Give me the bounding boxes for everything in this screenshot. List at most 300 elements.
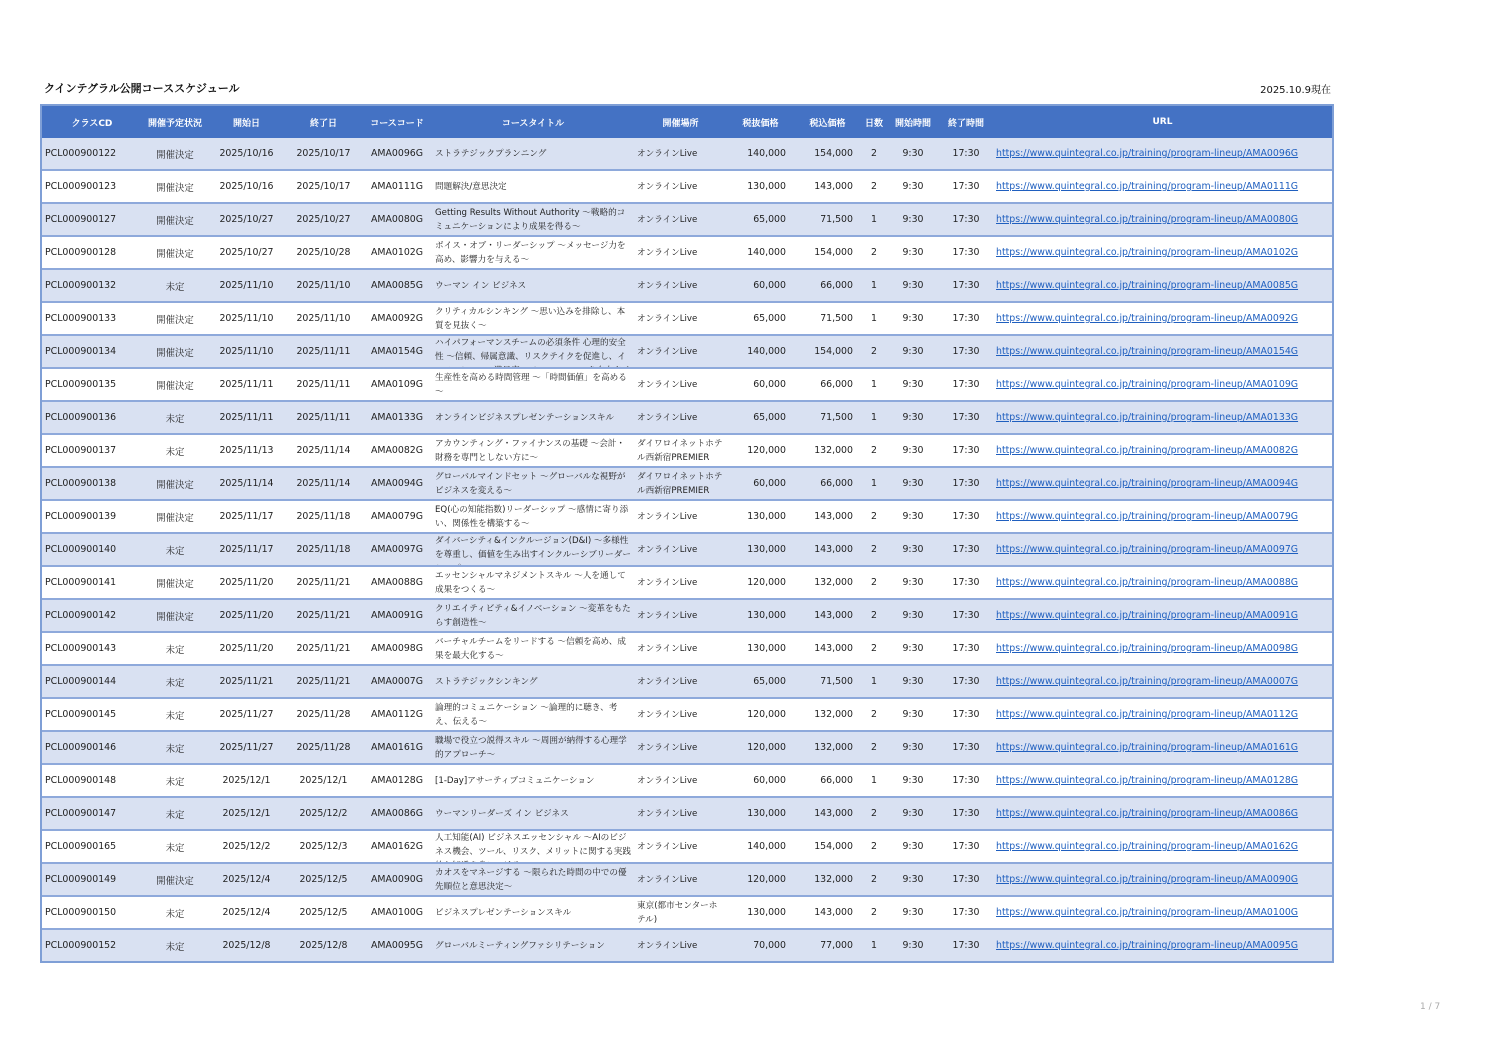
course-url-link[interactable]: https://www.quintegral.co.jp/training/program-lineup/AMA0112G [996, 709, 1299, 720]
course-title-text: 人工知能(AI) ビジネスエッセンシャル ～AIのビジネス機会、ツール、リスク、メリットに関する実践 [435, 833, 631, 857]
cell-price-incl-tax: 132,000 [794, 699, 861, 732]
cell-end-time: 17:30 [939, 699, 993, 732]
cell-status: 開催決定 [142, 369, 208, 402]
cell-start-date: 2025/12/4 [208, 864, 285, 897]
cell-class-cd: PCL000900139 [42, 501, 142, 534]
cell-url [993, 864, 1332, 897]
course-url-link[interactable]: https://www.quintegral.co.jp/training/program-lineup/AMA0090G [996, 874, 1299, 885]
cell-end-date: 2025/11/18 [285, 501, 362, 534]
venue-text: オンラインLive [637, 280, 698, 291]
cell-end-time: 17:30 [939, 798, 993, 831]
cell-course-code: AMA0098G [362, 633, 432, 666]
cell-course-code: AMA0102G [362, 237, 432, 270]
cell-price-incl-tax: 132,000 [794, 567, 861, 600]
cell-course-title [432, 204, 634, 237]
course-url-link[interactable]: https://www.quintegral.co.jp/training/program-lineup/AMA0095G [996, 940, 1299, 951]
cell-days: 2 [861, 798, 887, 831]
cell-venue [634, 699, 727, 732]
venue-text: オンラインLive [637, 775, 698, 786]
cell-status: 未定 [142, 897, 208, 930]
cell-status: 開催決定 [142, 336, 208, 369]
cell-course-code: AMA0097G [362, 534, 432, 567]
cell-class-cd: PCL000900138 [42, 468, 142, 501]
cell-course-code: AMA0128G [362, 765, 432, 798]
cell-days: 2 [861, 171, 887, 204]
as-of-date: 2025.10.9現在 [1260, 85, 1331, 96]
cell-status: 開催決定 [142, 171, 208, 204]
cell-url [993, 831, 1332, 864]
cell-course-title [432, 138, 634, 171]
cell-course-code: AMA0086G [362, 798, 432, 831]
cell-start-time: 9:30 [887, 798, 939, 831]
cell-course-code: AMA0096G [362, 138, 432, 171]
cell-venue [634, 600, 727, 633]
course-url-link[interactable]: https://www.quintegral.co.jp/training/program-lineup/AMA0088G [996, 577, 1299, 588]
table-row [42, 534, 1332, 567]
course-title-text: ボイス・オブ・リーダーシップ ～メッセージ力を高め、影響力を与える～ [435, 240, 626, 265]
cell-class-cd: PCL000900128 [42, 237, 142, 270]
table-row [42, 336, 1332, 369]
course-url-link[interactable]: https://www.quintegral.co.jp/training/program-lineup/AMA0109G [996, 379, 1299, 390]
cell-start-date: 2025/11/27 [208, 699, 285, 732]
cell-end-time: 17:30 [939, 600, 993, 633]
course-title-text: クリエイティビティ&イノベーション ～変革をもたらす創造性～ [435, 603, 631, 628]
course-title-text: バーチャルチームをリードする ～信頼を高め、成果を最大化する～ [435, 636, 626, 661]
cell-days: 1 [861, 930, 887, 961]
cell-start-time: 9:30 [887, 666, 939, 699]
header-venue: 開催場所 [634, 106, 727, 138]
cell-price-excl-tax: 140,000 [727, 831, 794, 864]
cell-start-time: 9:30 [887, 501, 939, 534]
cell-price-incl-tax: 143,000 [794, 534, 861, 567]
cell-start-time: 9:30 [887, 468, 939, 501]
cell-end-date: 2025/11/11 [285, 336, 362, 369]
course-url-link[interactable]: https://www.quintegral.co.jp/training/program-lineup/AMA0094G [996, 478, 1299, 489]
course-title-text: ウーマンリーダーズ イン ビジネス [435, 808, 569, 819]
cell-status: 開催決定 [142, 204, 208, 237]
cell-end-time: 17:30 [939, 204, 993, 237]
cell-course-title [432, 930, 634, 961]
cell-end-date: 2025/11/21 [285, 633, 362, 666]
cell-start-date: 2025/11/10 [208, 336, 285, 369]
cell-status: 開催決定 [142, 501, 208, 534]
cell-days: 2 [861, 336, 887, 369]
cell-course-title [432, 303, 634, 336]
cell-status: 未定 [142, 765, 208, 798]
course-url-link[interactable]: https://www.quintegral.co.jp/training/program-lineup/AMA0133G [996, 412, 1299, 423]
cell-days: 1 [861, 303, 887, 336]
cell-start-time: 9:30 [887, 732, 939, 765]
cell-venue [634, 765, 727, 798]
cell-url [993, 369, 1332, 402]
cell-end-time: 17:30 [939, 732, 993, 765]
cell-price-incl-tax: 143,000 [794, 633, 861, 666]
cell-price-excl-tax: 140,000 [727, 138, 794, 171]
cell-start-date: 2025/11/17 [208, 534, 285, 567]
table-row [42, 600, 1332, 633]
cell-start-date: 2025/12/1 [208, 765, 285, 798]
table-row [42, 930, 1332, 961]
course-url-link[interactable]: https://www.quintegral.co.jp/training/program-lineup/AMA0085G [996, 280, 1299, 291]
cell-start-date: 2025/12/8 [208, 930, 285, 961]
cell-class-cd: PCL000900143 [42, 633, 142, 666]
cell-venue [634, 897, 727, 930]
cell-price-incl-tax: 143,000 [794, 600, 861, 633]
cell-start-time: 9:30 [887, 600, 939, 633]
cell-start-date: 2025/10/27 [208, 237, 285, 270]
cell-start-date: 2025/11/17 [208, 501, 285, 534]
course-url-link[interactable]: https://www.quintegral.co.jp/training/program-lineup/AMA0098G [996, 643, 1299, 654]
cell-price-excl-tax: 140,000 [727, 336, 794, 369]
cell-course-title [432, 171, 634, 204]
cell-venue [634, 501, 727, 534]
cell-price-incl-tax: 143,000 [794, 171, 861, 204]
cell-course-code: AMA0090G [362, 864, 432, 897]
cell-url [993, 534, 1332, 567]
cell-venue [634, 171, 727, 204]
cell-course-code: AMA0082G [362, 435, 432, 468]
cell-end-date: 2025/11/28 [285, 699, 362, 732]
cell-course-code: AMA0007G [362, 666, 432, 699]
cell-price-incl-tax: 154,000 [794, 138, 861, 171]
course-url-link[interactable]: https://www.quintegral.co.jp/training/program-lineup/AMA0111G [996, 181, 1299, 192]
cell-class-cd: PCL000900137 [42, 435, 142, 468]
cell-start-time: 9:30 [887, 864, 939, 897]
venue-text: ダイワロイネットホテル西新宿PREMIER [637, 471, 723, 496]
cell-class-cd: PCL000900122 [42, 138, 142, 171]
table-row [42, 831, 1332, 864]
cell-course-code: AMA0094G [362, 468, 432, 501]
cell-status: 未定 [142, 831, 208, 864]
venue-text: オンラインLive [637, 577, 698, 588]
venue-text: オンラインLive [637, 676, 698, 687]
cell-status: 未定 [142, 666, 208, 699]
cell-end-time: 17:30 [939, 666, 993, 699]
cell-start-date: 2025/11/11 [208, 369, 285, 402]
cell-course-code: AMA0080G [362, 204, 432, 237]
cell-status: 開催決定 [142, 600, 208, 633]
cell-course-title [432, 501, 634, 534]
cell-end-time: 17:30 [939, 237, 993, 270]
table-row [42, 171, 1332, 204]
course-url-link[interactable]: https://www.quintegral.co.jp/training/program-lineup/AMA0082G [996, 445, 1299, 456]
cell-price-incl-tax: 66,000 [794, 468, 861, 501]
cell-url [993, 336, 1332, 369]
cell-price-excl-tax: 140,000 [727, 237, 794, 270]
venue-text: オンラインLive [637, 544, 698, 555]
table-row [42, 501, 1332, 534]
cell-status: 開催決定 [142, 567, 208, 600]
table-row [42, 699, 1332, 732]
venue-text: オンラインLive [637, 874, 698, 885]
cell-class-cd: PCL000900140 [42, 534, 142, 567]
cell-end-time: 17:30 [939, 897, 993, 930]
cell-venue [634, 336, 727, 369]
cell-course-title [432, 699, 634, 732]
cell-price-excl-tax: 120,000 [727, 732, 794, 765]
cell-start-date: 2025/12/4 [208, 897, 285, 930]
cell-price-incl-tax: 143,000 [794, 798, 861, 831]
cell-url [993, 699, 1332, 732]
venue-text: オンラインLive [637, 511, 698, 522]
course-title-text: ストラテジックプランニング [435, 148, 547, 159]
table-row [42, 204, 1332, 237]
cell-status: 未定 [142, 270, 208, 303]
cell-price-incl-tax: 77,000 [794, 930, 861, 961]
cell-start-time: 9:30 [887, 765, 939, 798]
cell-days: 1 [861, 468, 887, 501]
cell-days: 1 [861, 369, 887, 402]
course-title-text: クリティカルシンキング ～思い込みを排除し、本質を見抜く～ [435, 306, 626, 331]
cell-class-cd: PCL000900144 [42, 666, 142, 699]
course-url-link[interactable]: https://www.quintegral.co.jp/training/program-lineup/AMA0154G [996, 346, 1299, 357]
cell-status: 開催決定 [142, 468, 208, 501]
cell-status: 開催決定 [142, 864, 208, 897]
cell-start-time: 9:30 [887, 402, 939, 435]
cell-price-excl-tax: 120,000 [727, 864, 794, 897]
cell-status: 未定 [142, 534, 208, 567]
venue-text: 東京(都市センターホテル) [637, 900, 718, 925]
course-title-text: EQ(心の知能指数)リーダーシップ ～感情に寄り添い、関係性を構築する～ [435, 504, 629, 529]
cell-price-incl-tax: 71,500 [794, 666, 861, 699]
schedule-table [40, 104, 1334, 963]
cell-price-excl-tax: 130,000 [727, 633, 794, 666]
cell-venue [634, 369, 727, 402]
cell-class-cd: PCL000900123 [42, 171, 142, 204]
cell-price-excl-tax: 65,000 [727, 303, 794, 336]
cell-course-code: AMA0088G [362, 567, 432, 600]
cell-course-title [432, 336, 634, 369]
header-days: 日数 [861, 106, 887, 138]
cell-end-date: 2025/10/17 [285, 138, 362, 171]
cell-end-date: 2025/11/10 [285, 303, 362, 336]
course-title-text: Getting Results Without Authority ～戦略的コミュニケーションにより成果を得る～ [435, 207, 626, 232]
cell-venue [634, 831, 727, 864]
table-row [42, 567, 1332, 600]
course-title-text: ストラテジックシンキング [435, 676, 538, 687]
cell-url [993, 303, 1332, 336]
course-url-link[interactable]: https://www.quintegral.co.jp/training/program-lineup/AMA0086G [996, 808, 1299, 819]
course-url-link[interactable]: https://www.quintegral.co.jp/training/program-lineup/AMA0100G [996, 907, 1299, 918]
cell-price-excl-tax: 70,000 [727, 930, 794, 961]
course-url-link[interactable]: https://www.quintegral.co.jp/training/program-lineup/AMA0097G [996, 544, 1299, 555]
header-end-time: 終了時間 [939, 106, 993, 138]
cell-venue [634, 468, 727, 501]
course-url-link[interactable]: https://www.quintegral.co.jp/training/program-lineup/AMA0007G [996, 676, 1299, 687]
header-end-date: 終了日 [285, 106, 362, 138]
cell-url [993, 501, 1332, 534]
table-row [42, 864, 1332, 897]
cell-price-incl-tax: 143,000 [794, 501, 861, 534]
cell-status: 未定 [142, 435, 208, 468]
cell-end-time: 17:30 [939, 402, 993, 435]
course-title-text: 論理的コミュニケーション ～論理的に聴き、考え、伝える～ [435, 702, 618, 727]
cell-start-time: 9:30 [887, 369, 939, 402]
cell-url [993, 435, 1332, 468]
cell-url [993, 567, 1332, 600]
course-url-link[interactable]: https://www.quintegral.co.jp/training/program-lineup/AMA0096G [996, 148, 1299, 159]
cell-days: 1 [861, 204, 887, 237]
course-title-text: エッセンシャルマネジメントスキル ～人を通して成果をつくる～ [435, 570, 626, 595]
venue-text: オンラインLive [637, 742, 698, 753]
cell-class-cd: PCL000900148 [42, 765, 142, 798]
course-url-link[interactable]: https://www.quintegral.co.jp/training/program-lineup/AMA0128G [996, 775, 1299, 786]
course-url-link[interactable]: https://www.quintegral.co.jp/training/program-lineup/AMA0162G [996, 841, 1299, 852]
course-title-text: カオスをマネージする ～限られた時間の中での優先順位と意思決定～ [435, 867, 627, 892]
cell-url [993, 930, 1332, 961]
cell-end-time: 17:30 [939, 270, 993, 303]
cell-url [993, 468, 1332, 501]
cell-end-date: 2025/11/21 [285, 600, 362, 633]
course-url-link[interactable]: https://www.quintegral.co.jp/training/program-lineup/AMA0092G [996, 313, 1299, 324]
cell-course-code: AMA0079G [362, 501, 432, 534]
cell-course-title [432, 798, 634, 831]
cell-start-date: 2025/10/16 [208, 171, 285, 204]
course-title-text: オンラインビジネスプレゼンテーションスキル [435, 412, 614, 423]
cell-url [993, 798, 1332, 831]
cell-price-incl-tax: 66,000 [794, 270, 861, 303]
cell-status: 未定 [142, 699, 208, 732]
cell-end-time: 17:30 [939, 633, 993, 666]
cell-days: 2 [861, 237, 887, 270]
venue-text: オンラインLive [637, 643, 698, 654]
cell-start-time: 9:30 [887, 237, 939, 270]
cell-course-title [432, 534, 634, 567]
course-title-text: ビジネスプレゼンテーションスキル [435, 907, 572, 918]
cell-venue [634, 402, 727, 435]
cell-class-cd: PCL000900134 [42, 336, 142, 369]
cell-status: 未定 [142, 930, 208, 961]
cell-start-time: 9:30 [887, 831, 939, 864]
table-row [42, 633, 1332, 666]
cell-end-date: 2025/12/3 [285, 831, 362, 864]
cell-price-incl-tax: 71,500 [794, 204, 861, 237]
course-url-link[interactable]: https://www.quintegral.co.jp/training/program-lineup/AMA0102G [996, 247, 1299, 258]
venue-text: オンラインLive [637, 148, 698, 159]
cell-price-excl-tax: 60,000 [727, 468, 794, 501]
cell-days: 1 [861, 270, 887, 303]
cell-course-code: AMA0154G [362, 336, 432, 369]
cell-course-title [432, 666, 634, 699]
cell-end-date: 2025/10/28 [285, 237, 362, 270]
course-url-link[interactable]: https://www.quintegral.co.jp/training/program-lineup/AMA0079G [996, 511, 1299, 522]
cell-status: 開催決定 [142, 237, 208, 270]
cell-price-excl-tax: 60,000 [727, 369, 794, 402]
cell-url [993, 138, 1332, 171]
cell-days: 2 [861, 534, 887, 567]
cell-price-incl-tax: 143,000 [794, 897, 861, 930]
cell-end-time: 17:30 [939, 138, 993, 171]
cell-start-time: 9:30 [887, 270, 939, 303]
course-title-text: グローバルマインドセット ～グローバルな視野がビジネスを変える～ [435, 471, 626, 496]
cell-venue [634, 633, 727, 666]
cell-class-cd: PCL000900147 [42, 798, 142, 831]
cell-end-date: 2025/12/1 [285, 765, 362, 798]
cell-venue [634, 435, 727, 468]
cell-start-date: 2025/12/2 [208, 831, 285, 864]
cell-status: 開催決定 [142, 138, 208, 171]
cell-venue [634, 138, 727, 171]
cell-start-time: 9:30 [887, 336, 939, 369]
cell-status: 未定 [142, 798, 208, 831]
cell-end-time: 17:30 [939, 864, 993, 897]
cell-venue [634, 732, 727, 765]
table-row [42, 435, 1332, 468]
cell-price-incl-tax: 71,500 [794, 303, 861, 336]
cell-price-incl-tax: 154,000 [794, 831, 861, 864]
cell-start-date: 2025/11/13 [208, 435, 285, 468]
cell-start-time: 9:30 [887, 897, 939, 930]
cell-end-date: 2025/11/11 [285, 402, 362, 435]
course-url-link[interactable]: https://www.quintegral.co.jp/training/program-lineup/AMA0161G [996, 742, 1299, 753]
cell-url [993, 402, 1332, 435]
cell-days: 2 [861, 567, 887, 600]
cell-course-title [432, 270, 634, 303]
venue-text: オンラインLive [637, 379, 698, 390]
venue-text: ダイワロイネットホテル西新宿PREMIER [637, 438, 723, 463]
cell-end-time: 17:30 [939, 930, 993, 961]
cell-url [993, 666, 1332, 699]
cell-price-incl-tax: 71,500 [794, 402, 861, 435]
cell-days: 2 [861, 897, 887, 930]
course-title-text: ウーマン イン ビジネス [435, 280, 527, 291]
cell-end-time: 17:30 [939, 171, 993, 204]
cell-course-title [432, 897, 634, 930]
cell-end-date: 2025/11/11 [285, 369, 362, 402]
cell-course-title [432, 864, 634, 897]
cell-start-date: 2025/11/27 [208, 732, 285, 765]
cell-class-cd: PCL000900127 [42, 204, 142, 237]
cell-days: 2 [861, 699, 887, 732]
cell-start-time: 9:30 [887, 567, 939, 600]
cell-price-excl-tax: 120,000 [727, 699, 794, 732]
cell-class-cd: PCL000900152 [42, 930, 142, 961]
course-url-link[interactable]: https://www.quintegral.co.jp/training/program-lineup/AMA0091G [996, 610, 1299, 621]
cell-end-date: 2025/11/21 [285, 666, 362, 699]
cell-course-title [432, 435, 634, 468]
cell-venue [634, 864, 727, 897]
cell-status: 未定 [142, 732, 208, 765]
cell-price-incl-tax: 66,000 [794, 369, 861, 402]
page-title: クインテグラル公開コーススケジュール [44, 82, 240, 95]
course-title-text: ダイバーシティ&インクルージョン(D&I) ～多様性を尊重し、価値を生み出すインクルーシブリーダー [435, 536, 631, 560]
course-url-link[interactable]: https://www.quintegral.co.jp/training/program-lineup/AMA0080G [996, 214, 1299, 225]
cell-days: 1 [861, 666, 887, 699]
header-class-cd: クラスCD [42, 106, 142, 138]
cell-end-date: 2025/10/17 [285, 171, 362, 204]
venue-text: オンラインLive [637, 709, 698, 720]
cell-days: 2 [861, 732, 887, 765]
cell-end-date: 2025/11/14 [285, 435, 362, 468]
venue-text: オンラインLive [637, 610, 698, 621]
header-url: URL [993, 106, 1332, 138]
cell-price-excl-tax: 130,000 [727, 798, 794, 831]
cell-class-cd: PCL000900136 [42, 402, 142, 435]
cell-course-title [432, 600, 634, 633]
course-title-text: [1-Day]アサーティブコミュニケーション [435, 775, 595, 786]
cell-price-incl-tax: 132,000 [794, 435, 861, 468]
table-row [42, 138, 1332, 171]
cell-start-time: 9:30 [887, 930, 939, 961]
venue-text: オンラインLive [637, 346, 698, 357]
cell-price-excl-tax: 120,000 [727, 567, 794, 600]
cell-venue [634, 534, 727, 567]
cell-start-date: 2025/11/20 [208, 633, 285, 666]
cell-price-excl-tax: 65,000 [727, 402, 794, 435]
table-row [42, 237, 1332, 270]
cell-venue [634, 237, 727, 270]
venue-text: オンラインLive [637, 214, 698, 225]
